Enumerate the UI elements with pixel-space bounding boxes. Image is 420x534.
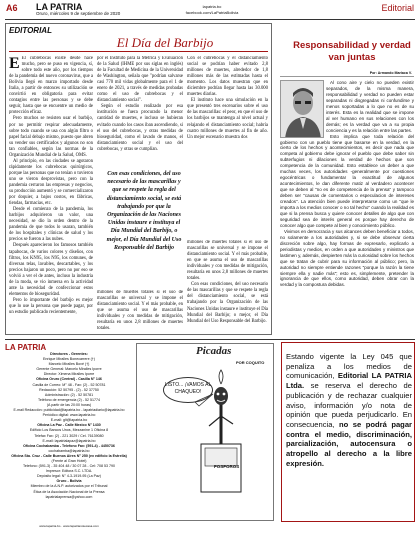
- paragraph: por el Instituto para la Métrica y Evaluación de la Salud (IHME por sus siglas en inglés) de la Facultad de Medicina de la Universidad de Washington, señala que "podrían salvarse casi 770 mil vidas globalmente para el 1 de enero de 2021, a través de medidas probadas como el uso de cubrebocas y el distanciamiento social".: [97, 56, 183, 104]
- masthead-line: E-mail: lapatrialapaz@lapatria.bo: [42, 438, 96, 443]
- masthead-line: cochabamba@lapatria.bo: [48, 448, 90, 453]
- newspaper-name: LA PATRIA: [36, 2, 83, 12]
- issue-date: Oruro, miércoles 9 de septiembre de 2020: [36, 11, 121, 16]
- masthead-line: Periódico digital: www.lapatria.bo: [42, 413, 96, 418]
- masthead-line: Administración: (2) - 52 50781: [44, 392, 94, 397]
- paragraph: Vivimos en democracia y sus alcances deben beneficiar a todos, no solamente a los autoridades y, si se debe observar cierta discreción sobre algo, hay formas de expresarlo, explicarlo a periodistas y medios, en orden a que autoridades y ministros que lastimen y, además, despierten más la curiosidad sobre los hechos que se tratan de cubrir para su información al público; pero, la autoridad no siempre entiende razones "porque la razón la tiene siempre ella y nadie más"; esto es, simplemente, pretender la ignorancia de que ellos, como autoridad, deben obrar con la verdad y la compostura debidas.: [280, 228, 414, 288]
- cartoon-drawing-icon: [137, 344, 273, 520]
- paragraph: El instituto hace una simulación en la que presentó tres escenarios sobre el uso de las mascarillas: el peor, en que el uso de los barbijos se mantenga al nivel actual y relajando el distanciamiento social; habría cuatro millones de muertes al fin de año. Un mejor escenario muestra dos: [187, 98, 268, 140]
- notice-bold: no se podrá pagar contra el medio, discriminación, parcialización, autocensura o atropello al derecho a la libre expresión.: [286, 419, 412, 468]
- section-name: Editorial: [381, 3, 414, 13]
- masthead-line: Telefono: (591-3) - 35 404 48 / 30 07 28 - Cel: 708 53 790: [23, 464, 115, 469]
- masthead-title: LA PATRIA: [5, 343, 47, 352]
- paragraph: E El cubrebocas existe desde hace mucho, pero se puso en vigencia, sí, sobre todo este año, por los tiempos de la pandemia del nuevo coronavirus, que a Bolivia llegó en marzo importado desde Italia, a partir de entonces su utilización se convirtió en obligatoria para evitar contagios entre las personas y se debe seguir, hasta que se encuentre un medio de protección eficaz.: [9, 56, 93, 116]
- website-link[interactable]: lapatria.bo: [202, 4, 222, 9]
- masthead-footer: www.lapatria.bo · www.lapatrianotecasa.com: [39, 524, 99, 528]
- masthead-line: Gerente General: Marcelo Miralles Iporre: [36, 367, 102, 372]
- masthead-line: Oficina Sta. Cruz - Calle Buenos Aires N° 250 (ex edificio la Estrella): [11, 453, 127, 458]
- masthead-line: Oficina La Paz - Calle Mexico N° 1430: [37, 423, 101, 428]
- paragraph: Esto implica que toda relación del gobierno con un pueblo tiene que basarse en la verdad, en la cierto de los hechos y acontecimientos, es decir que nada que competa al gobierno debe ignorar el pueblo que debe saber sin subterfugios ni dilaciones la verdad de hechos que son competencia de la comunidad. Esto establece un deber a que muchas veces, los autoridades -generalmente por cuestiones egocéntricas o fundamentar la exactitud de algunos acontecimientos, le dan diferente matiz al verdadero acontecer que se deben al "no es de competencia de la prensa" y tampoco deben ser "causas de comentarios o especulacion de intereses creados". La atención bien puede interpretarse como un "que le importa a los medios conocer o no tal hecho" cuando la realidad es que si la prensa busca y quiere conocer detalles de algo que con seguridad sea de interés general es porque hay derecho de conocer algo que compete al bien y conocimiento público.: [280, 133, 414, 228]
- opinion-title: Responsabilidad y verdad van juntas: [293, 40, 411, 63]
- editorial-column-3-top: [187, 56, 268, 196]
- paragraph: Desde el comienzo de la pandemia, los barbijos adquirieron un valor, una necesidad, se dio la orden dentro de la pandemia de que todos lo usaran, también de los hospitales y clínicas de salud y los precios se fueron a las nubes.: [9, 207, 93, 243]
- cartoon-title: Picadas: [196, 345, 232, 357]
- paragraph: Después aparecieron los famosos también tapabocas, de varios colores y diseños, con filtros, los KN95, los N95, los comunes, de diversas telas, lavables, descartables, y los precios bajaron un poco, pero no por eso se volvió a ver el de antes, incluso la industria de la moda, se vio inmersa en la actividad ante la necesidad de confeccionar estos elementos de bioseguridad.: [9, 243, 93, 297]
- paragraph: millones de muertes totales si el uso de mascarillas se universal y se impone el distanciamiento social. Y el más probable, en que se asuma el uso de mascarillas individuales y con medidas de mitigación, resultaría en unos 2,8 millones de muertes totales.: [187, 240, 268, 282]
- pull-quote: Con esas condiciones, del uso necesario de las mascarillas y que se respete la regla del distanciamiento social, se está trabajando por que la Organización de las Naciones Unidas instaure e instituya el Día Mundial del Barbijo, o mejor, el Día Mundial del Uso Responsable del Barbijo: [106, 171, 182, 251]
- editorial-column-3-bottom: [187, 240, 268, 332]
- masthead-line: Impresor: Editora S.C. LTDA.: [45, 469, 93, 474]
- page-number: A6: [6, 3, 18, 13]
- editorial-title-rule: [9, 51, 268, 52]
- speech-bubble: LISTO... ¡VAMOS AL CHAQUEO!: [163, 377, 213, 403]
- cartoon-panel: [136, 343, 274, 521]
- masthead-line: Marcelo Miralles Bové (†): [48, 362, 90, 367]
- notice-bold: Editorial LA PATRIA Ltda.: [286, 371, 412, 391]
- paragraph: millones de muertes totales si el uso de mascarillas se universal y se impone el distanciamiento social. Y el más probable, en que se asuma el uso de mascarillas individuales y con medidas de mitigación, resultaría en unos 2,8 millones de muertes totales.: [97, 290, 183, 332]
- masthead-line: Miembro de la A.N.P. autorizados por el Tribunal: [30, 484, 108, 489]
- opinion-author: Por: Armando Mariaca V.: [369, 71, 412, 75]
- editorial-column-2-top: [97, 56, 183, 168]
- masthead-line: Enrique Miralles Bonecarrere (†): [43, 357, 95, 362]
- legal-notice-text: Estando vigente la Ley 045 que penaliza a los medios de comunicación, Editorial LA PATRIA Ltda. se reserva el derecho de publicación y de rechazar cualquier aviso, información y/o nota de opinión que pueda perjudicarlo. En consecuencia, no se podrá pagar contra el medio, discriminación, parcialización, autocensura o atropello al derecho a la libre expresión.: [286, 352, 412, 468]
- masthead-line: Redacción: 52 50795 - (2) - 52 37750: [39, 387, 99, 392]
- opinion-rule: [280, 76, 414, 77]
- paragraph: Al cono aire y cielo no pueden existir separados, de la misma manera, responsabilidad y verdad no pueden estar separadas ni disgregadas ni confundirse y menos soportadas a lo que no es de su interés. Esta es la realidad que se impone al ver humano en sus relaciones con los demás; es la verdad que va a su propia conciencia y es la relación entre las partes.: [326, 80, 414, 133]
- masthead-line: Directores - Gerentes:: [50, 352, 88, 356]
- bottom-band-rule: [5, 339, 415, 340]
- masthead-line: Oruro - Bolivia: [56, 479, 82, 484]
- masthead: [5, 343, 133, 526]
- author-portrait-icon: [281, 81, 324, 138]
- paragraph: Al principio, en las ciudades se agotaron rápidamente los cubrebocas quirúrgicos, porque las personas que no tenían o tuvieron uno se vieron desprovistas, pero con la pandemia cerraron las empresas y negocios, su producción aumentó y se comercializaron por doquier, a bajos costos, en fábricas, tiendas, farmacias, etc.: [9, 158, 93, 207]
- editorial-title: El Día del Barbijo: [116, 35, 214, 50]
- paragraph: Con esas condiciones, del uso necesario de las mascarillas y que se respete la regla del distanciamiento social, se está trabajando por la Organización de las Naciones Unidas instaure e instituye el Día Mundial del Barbijo; o mejor, el Día Mundial del Uso Responsable del Barbijo.: [187, 282, 268, 324]
- masthead-line: Teléfono de emergencia (2) - 52 51774: [38, 397, 100, 402]
- drop-cap: E: [9, 56, 20, 72]
- masthead-line: Telefax Fax: (2) - 221 3029 / Cel. 76139080: [34, 433, 104, 438]
- editorial-column-1: [9, 56, 93, 331]
- paragraph: Según el estudio realizado por esa institución se fuera procurado la menor cantidad de muertes, e incluso se hubieran evitado cuando los casos iban ascendiendo, si el uso del cubrebocas, y otras medidas de bioseguridad, como el lavado de manos, el distanciamiento social y el uso del cubrebocas, y otras se cumplían.: [97, 104, 183, 152]
- masthead-line: Edificio Los Bancos Unos, Mezzanine 1 Oficina 8: [29, 428, 109, 433]
- masthead-line: Oficina Oruro (Central) - Casilla N° 146: [36, 377, 102, 382]
- editorial-label: EDITORIAL: [9, 26, 52, 35]
- paragraph: Pero lo importante del barbijo es mejor que lo use la persona que puede pagar, por un estudio publicado recientemente,: [9, 297, 93, 315]
- masthead-line: Ética de la Asociación Nacional de la Prensa: [33, 489, 105, 494]
- masthead-line: Oficina Cochabamba - Telefono Fax: (591-4) - 4450736: [23, 443, 115, 448]
- author-photo: [280, 80, 324, 138]
- masthead-line: Depósito legal: N° 4-3-1919-95 (La Paz): [37, 474, 101, 479]
- masthead-line: Director: Ximena Miralles Iporre: [43, 372, 95, 377]
- paragraph: Pero muchos se resisten usar el barbijo, por no permitir respirar adecuadamente, sobre todo cuando se usa con algún filtro o papel facial debajo mismo, puesto que abren su vender sus certificados y algunos no son tan confiables, según las normas de la Organización Mundial de la Salud, OMS.: [9, 116, 93, 158]
- facebook-link[interactable]: facebook.com/LaPatriaBolivia: [185, 10, 239, 15]
- masthead-lines: [5, 352, 133, 500]
- cartoon-credit: POR COQUITO: [236, 360, 265, 365]
- header-web: [172, 4, 252, 16]
- masthead-line: E-mail Redacción: publicidad@lapatria.bo - lapatriadiario@lapatria.bo: [13, 408, 125, 413]
- paragraph: Con el cubrebocas y el distanciamiento social se podrían haber evitado 2,8 millones de muertes, alrededor de 1,8 millones más de las estimadas hasta el momento. Los datos muestran que en diciembre podrían llegar hasta las 30.000 muertes diarias.: [187, 56, 268, 98]
- masthead-line: (A partir de las 20:00 horas): [46, 402, 92, 407]
- masthead-line: Casilla de Correo: M° 48 - Fax: (2) - 52 50781: [32, 382, 106, 387]
- matchbox-label: FOSFOROS: [214, 464, 240, 469]
- masthead-line: (Frente al Gran Hotel): [51, 458, 87, 463]
- header-divider: [5, 19, 415, 20]
- masthead-line: lapatrialaprensa@yahoo.com: [45, 494, 93, 499]
- masthead-line: E-mail: glt@lapatria.bo: [50, 418, 88, 423]
- editorial-column-2-bottom: [97, 290, 183, 332]
